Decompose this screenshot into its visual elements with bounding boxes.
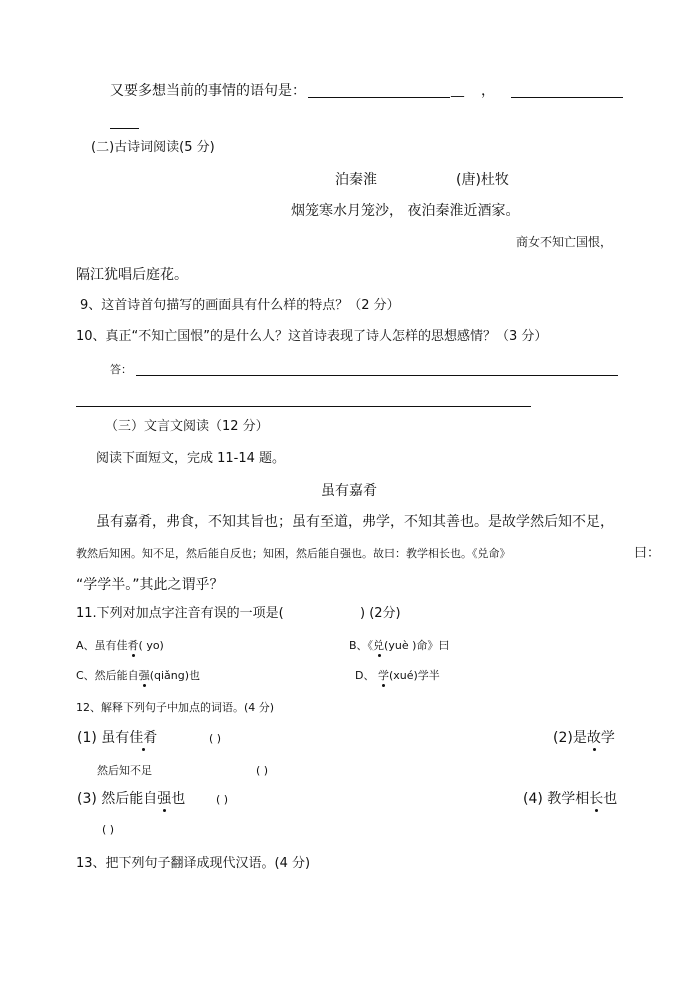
q12-item-3-prefix: (3) 然后能自 <box>77 791 158 807</box>
q12-item-3-paren: ( ) <box>216 793 229 806</box>
q12-item-2-suffix: 学 <box>600 730 615 746</box>
q12-item-1 <box>77 731 157 745</box>
poem-line-2: 商女不知亡国恨， <box>516 235 613 249</box>
q11-option-b <box>349 640 449 651</box>
q11-option-c-prefix: C、然后能自 <box>76 669 139 682</box>
q12-item-1-prefix: (1) 虽有 <box>77 730 130 746</box>
passage-para-2: 教然后知困。知不足，然后能自反也；知困，然后能自强也。故曰：教学相长也。《兑命》 <box>76 547 511 560</box>
q8-blank-mid: __ <box>451 83 464 98</box>
q12-item-1-paren: ( ) <box>209 732 222 745</box>
poem-line-3: 隔江犹唱后庭花。 <box>76 267 188 283</box>
q8-prompt: 又要多想当前的事情的语句是： <box>110 83 306 99</box>
question-10: 10、真正“不知亡国恨”的是什么人？这首诗表现了诗人怎样的思想感情？（3 分） <box>76 329 548 344</box>
q8-comma: ， <box>481 83 495 99</box>
q12-item-2-prefix: (2)是 <box>553 730 587 746</box>
q12-item-4-dotted: 长 <box>589 791 604 807</box>
q11-option-c-suffix: (qiǎng)也 <box>149 669 201 682</box>
section3-heading: （三）文言文阅读（12 分） <box>105 419 269 434</box>
question-11-stem-end: ) (2分) <box>360 606 401 621</box>
passage-para-1: 虽有嘉肴，弗食，不知其旨也；虽有至道，弗学，不知其善也。是故学然后知不足， <box>96 514 614 530</box>
q8-answer-line-1 <box>308 97 450 98</box>
section3-instruction: 阅读下面短文，完成 11-14 题。 <box>96 451 286 466</box>
answer-label: 答： <box>110 363 132 376</box>
passage-para-2-end: 曰： <box>634 546 661 561</box>
poem-line-1: 烟笼寒水月笼沙， 夜泊秦淮近酒家。 <box>291 203 520 219</box>
q12-item-1-dotted: 佳肴 <box>129 730 158 746</box>
q11-option-b-prefix: B、《 <box>349 639 374 652</box>
passage-title: 虽有嘉肴 <box>321 483 377 499</box>
q11-option-d-prefix: D、 <box>355 669 378 682</box>
q8-answer-line-3 <box>110 128 139 129</box>
question-11-stem: 11.下列对加点字注音有误的一项是( <box>76 606 284 621</box>
q12-item-4-prefix: (4) 教学相 <box>523 791 590 807</box>
q12-item-4-paren: ( ) <box>102 823 115 836</box>
question-13-stem: 13、把下列句子翻译成现代汉语。(4 分) <box>76 856 311 871</box>
passage-para-3: “学学半。”其此之谓乎？ <box>76 577 224 593</box>
q12-item-2-continuation: 然后知不足 <box>97 764 152 777</box>
q11-option-a-dotted: 肴 <box>127 639 139 652</box>
q11-option-d-suffix: (xué)学半 <box>388 669 440 682</box>
q10-answer-line-1 <box>136 375 618 376</box>
q11-option-a-suffix: ( yo) <box>138 639 164 652</box>
q12-item-4 <box>523 792 617 806</box>
poem-title: 泊秦淮 <box>335 172 377 188</box>
question-9: 9、这首诗首句描写的画面具有什么样的特点？（2 分） <box>80 298 400 313</box>
q12-item-2 <box>553 731 615 745</box>
q12-item-3-suffix: 也 <box>171 791 186 807</box>
q11-option-d <box>355 670 440 681</box>
q11-option-b-suffix: (yuè )命》曰 <box>384 639 450 652</box>
q8-answer-line-2 <box>511 97 623 98</box>
question-12-stem: 12、解释下列句子中加点的词语。(4 分) <box>76 701 275 714</box>
q12-item-3 <box>77 792 185 806</box>
q12-item-3-dotted: 强 <box>157 791 172 807</box>
q12-item-2-paren: ( ) <box>256 764 269 777</box>
q11-option-d-dotted: 学 <box>377 669 389 682</box>
q11-option-a <box>76 640 164 651</box>
q11-option-c-dotted: 强 <box>138 669 150 682</box>
q12-item-4-suffix: 也 <box>603 791 618 807</box>
q10-answer-line-2 <box>76 406 531 407</box>
q12-item-2-dotted: 故 <box>586 730 601 746</box>
q11-option-c <box>76 670 200 681</box>
section2-heading: (二)古诗词阅读(5 分) <box>91 140 215 155</box>
poem-author: (唐)杜牧 <box>456 172 509 188</box>
q11-option-b-dotted: 兑 <box>373 639 385 652</box>
q11-option-a-prefix: A、虽有佳 <box>76 639 128 652</box>
